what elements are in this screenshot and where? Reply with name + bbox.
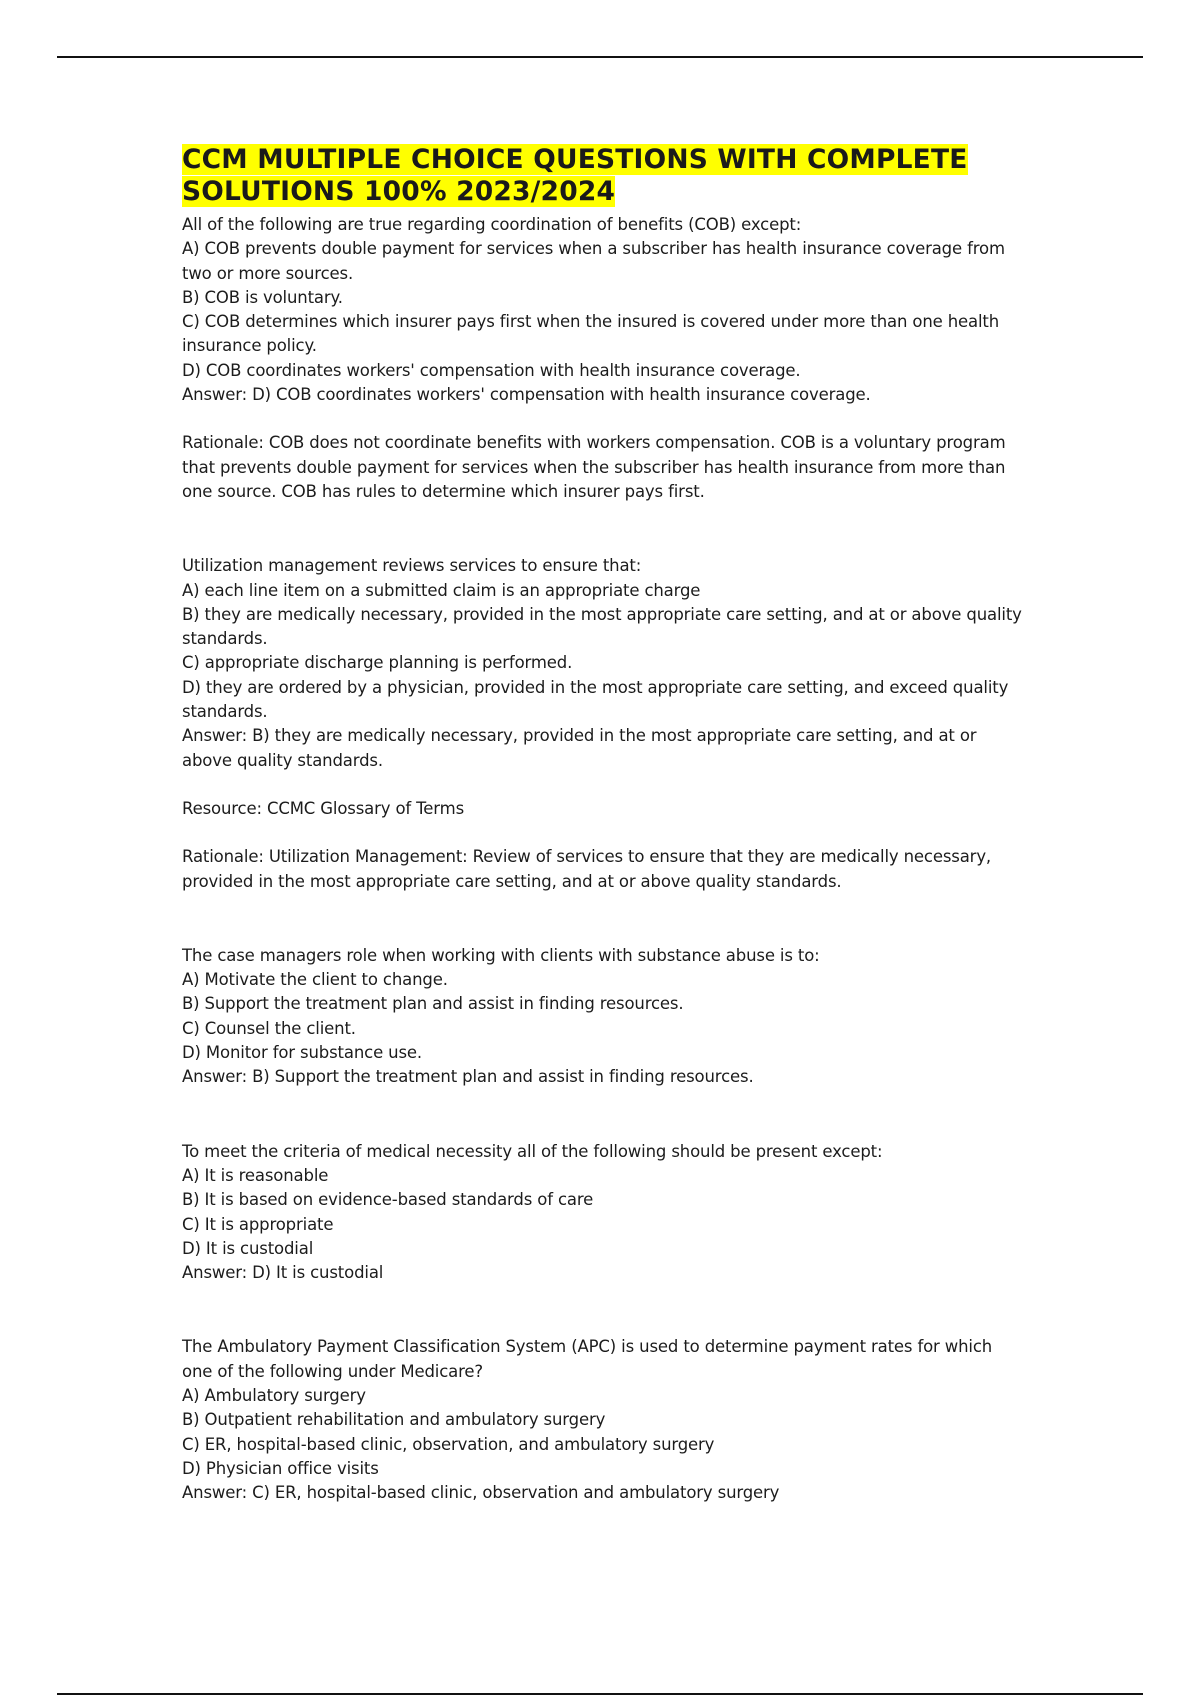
question-stem: To meet the criteria of medical necessity all of the following should be present except: [182, 1141, 883, 1161]
option-b: B) Support the treatment plan and assist in finding resources. [182, 994, 684, 1014]
question-stem: The case managers role when working with clients with substance abuse is to: [182, 945, 820, 965]
rationale-text: Rationale: COB does not coordinate benefits with workers compensation. COB is a voluntary program that prevents double payment for services when the subscriber has health insurance from more than one source. COB has rules to determine which insurer pays first. [182, 433, 1006, 501]
question-stem: All of the following are true regarding coordination of benefits (COB) except: [182, 215, 802, 234]
option-a: A) Ambulatory surgery [182, 1385, 366, 1405]
document-body [182, 144, 1022, 1505]
option-d: D) COB coordinates workers' compensation with health insurance coverage. [182, 360, 801, 380]
option-c: C) Counsel the client. [182, 1018, 356, 1038]
option-d: D) It is custodial [182, 1238, 314, 1258]
option-a: A) It is reasonable [182, 1165, 329, 1185]
question-block-3 [182, 944, 1022, 1090]
option-d: D) Physician office visits [182, 1458, 379, 1478]
header-rule [57, 56, 1143, 58]
option-c: C) ER, hospital-based clinic, observation, and ambulatory surgery [182, 1434, 715, 1454]
option-c: C) It is appropriate [182, 1214, 334, 1234]
answer-line: Answer: C) ER, hospital-based clinic, observation and ambulatory surgery [182, 1483, 780, 1503]
resource-text: Resource: CCMC Glossary of Terms [182, 798, 465, 818]
question-block-2 [182, 554, 1022, 894]
option-a: A) Motivate the client to change. [182, 970, 448, 990]
option-b: B) It is based on evidence-based standards of care [182, 1190, 594, 1210]
option-b: B) they are medically necessary, provided in the most appropriate care setting, and at or above quality standards. [182, 604, 1022, 649]
option-d: D) Monitor for substance use. [182, 1043, 423, 1063]
answer-line: Answer: D) COB coordinates workers' compensation with health insurance coverage. [182, 385, 871, 405]
option-a: A) COB prevents double payment for services when a subscriber has health insurance coverage from two or more sources. [182, 239, 1005, 283]
question-block-4 [182, 1140, 1022, 1286]
question-block-1 [182, 213, 1022, 504]
title-highlight: CCM MULTIPLE CHOICE QUESTIONS WITH COMPLETE SOLUTIONS 100% 2023/2024 [182, 144, 968, 207]
option-d: D) they are ordered by a physician, provided in the most appropriate care setting, and exceed quality standards. [182, 677, 1009, 722]
question-stem: Utilization management reviews services to ensure that: [182, 556, 642, 576]
option-c: C) COB determines which insurer pays first when the insured is covered under more than one health insurance policy. [182, 312, 1000, 356]
option-c: C) appropriate discharge planning is performed. [182, 653, 573, 673]
option-b: B) COB is voluntary. [182, 287, 343, 307]
document-title [182, 144, 1022, 208]
footer-rule [57, 1693, 1143, 1695]
option-b: B) Outpatient rehabilitation and ambulatory surgery [182, 1410, 606, 1430]
question-stem: The Ambulatory Payment Classification System (APC) is used to determine payment rates for which one of the following under Medicare? [182, 1337, 993, 1381]
rationale-text: Rationale: Utilization Management: Review of services to ensure that they are medically necessary, provided in the most appropriate care setting, and at or above quality standards. [182, 847, 992, 891]
option-a: A) each line item on a submitted claim is an appropriate charge [182, 580, 701, 600]
question-block-5 [182, 1335, 1022, 1505]
answer-line: Answer: B) Support the treatment plan and assist in finding resources. [182, 1067, 754, 1087]
answer-line: Answer: D) It is custodial [182, 1263, 384, 1283]
answer-line: Answer: B) they are medically necessary, provided in the most appropriate care setting, and at or above quality standards. [182, 726, 977, 770]
